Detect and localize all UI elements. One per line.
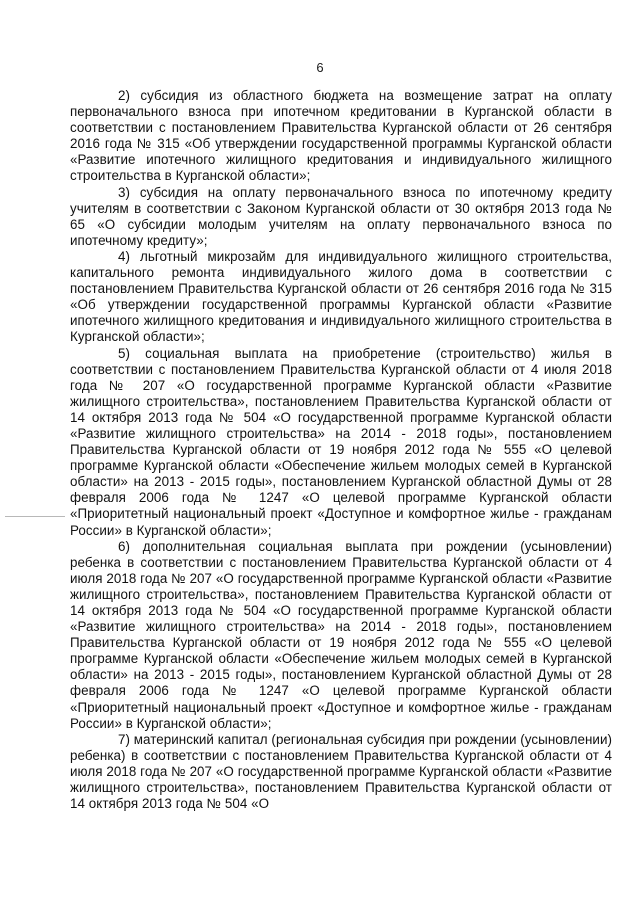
document-body (70, 88, 612, 812)
scan-margin-mark (5, 516, 65, 517)
list-item-2-housing-subsidy: 2) субсидия из областного бюджета на возмещение затрат на оплату первоначального взноса при ипотечном кредитовании в Курганской области в соответствии с постановлением Правительства Курганской области от 26 сентября 2016 года № 315 «Об утверждении государственной программы Курганской области «Развитие ипотечного жилищного кредитования и индивидуального жилищного строительства в Курганской области»; (70, 88, 612, 184)
list-item-6-additional-payment: 6) дополнительная социальная выплата при рождении (усыновлении) ребенка в соответствии с постановлением Правительства Курганской области от 4 июля 2018 года № 207 «О государственной программе Курганской области «Развитие жилищного строительства», постановлением Правительства Курганской области от 14 октября 2013 года № 504 «О государственной программе Курганской области «Развитие жилищного строительства» на 2014 - 2018 годы», постановлением Правительства Курганской области от 19 ноября 2012 года № 555 «О целевой программе Курганской области «Обеспечение жильем молодых семей в Курганской области» на 2013 - 2015 годы», постановлением Курганской областной Думы от 28 февраля 2006 года № 1247 «О целевой программе Курганской области «Приоритетный национальный проект «Доступное и комфортное жилье - гражданам России» в Курганской области»; (70, 538, 612, 731)
list-item-5-social-payment: 5) социальная выплата на приобретение (строительство) жилья в соответствии с постановлением Правительства Курганской области от 4 июля 2018 года № 207 «О государственной программе Курганской области «Развитие жилищного строительства», постановлением Правительства Курганской области от 14 октября 2013 года № 504 «О государственной программе Курганской области «Развитие жилищного строительства» на 2014 - 2018 годы», постановлением Правительства Курганской области от 19 ноября 2012 года № 555 «О целевой программе Курганской области «Обеспечение жильем молодых семей в Курганской области» на 2013 - 2015 годы», постановлением Курганской областной Думы от 28 февраля 2006 года № 1247 «О целевой программе Курганской области «Приоритетный национальный проект «Доступное и комфортное жилье - гражданам России» в Курганской области»; (70, 345, 612, 538)
list-item-7-maternity-capital: 7) материнский капитал (региональная субсидия при рождении (усыновлении) ребенка) в соответствии с постановлением Правительства Курганской области от 4 июля 2018 года № 207 «О государственной программе Курганской области «Развитие жилищного строительства», постановлением Правительства Курганской области от 14 октября 2013 года № 504 «О (70, 731, 612, 812)
page-number: 6 (316, 60, 324, 75)
list-item-3-teacher-subsidy: 3) субсидия на оплату первоначального взноса по ипотечному кредиту учителям в соответствии с Законом Курганской области от 30 октября 2013 года № 65 «О субсидии молодым учителям на оплату первоначального взноса по ипотечному кредиту»; (70, 184, 612, 248)
list-item-4-microloan: 4) льготный микрозайм для индивидуального жилищного строительства, капитального ремонта индивидуального жилого дома в соответствии с постановлением Правительства Курганской области от 26 сентября 2016 года № 315 «Об утверждении государственной программы Курганской области «Развитие ипотечного жилищного кредитования и индивидуального жилищного строительства в Курганской области»; (70, 248, 612, 345)
